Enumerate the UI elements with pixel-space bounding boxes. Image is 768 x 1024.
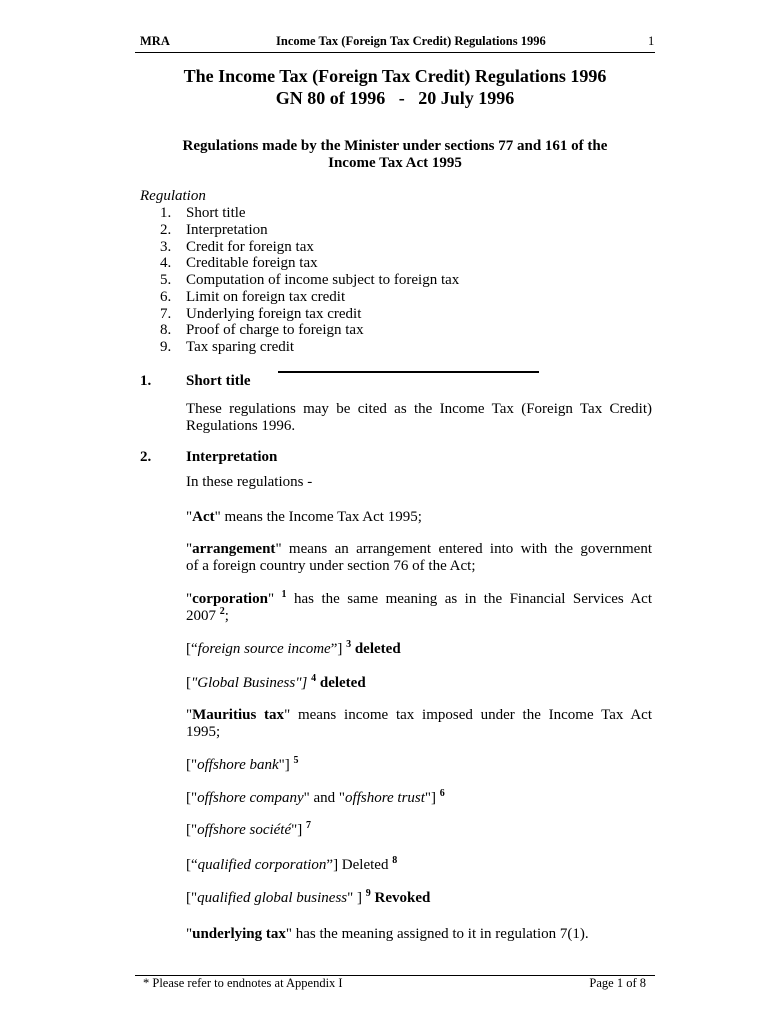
endnote-marker: 1 [281,589,287,600]
defined-term: corporation [192,591,268,607]
definition-text: ; [224,608,229,624]
open-bracket: [" [186,822,198,838]
definition-offshore-company-trust [186,790,445,808]
definition-text: " has the meaning assigned to it in regulation 7(1). [285,926,589,942]
open-quote: " [186,591,193,607]
open-quote: " [186,926,193,942]
definition-mauritius-tax-line-1 [186,707,652,724]
open-quote: " [186,707,193,723]
defined-term: qualified global business [197,890,348,906]
enabling-statement-line-1: Regulations made by the Minister under sections 77 and 161 of the [182,138,608,154]
endnote-marker: 9 [365,888,371,899]
definition-text: " means the Income Tax Act 1995; [214,509,422,525]
defined-term: Act [192,509,215,525]
footer-note: * Please refer to endnotes at Appendix I [143,976,343,990]
open-bracket: [“ [186,857,198,873]
defined-term: offshore société [197,822,292,838]
close-bracket: ”] [330,641,347,657]
defined-term: "Global Business"] [191,675,308,691]
open-bracket: [ [186,675,191,691]
definition-text: " means income tax imposed under the Income Tax Act [284,707,652,723]
contents-item-number: 2. [160,221,172,238]
definition-qualified-global-business [186,890,430,908]
section-1-heading: Short title [186,373,251,389]
contents-item-number: 9. [160,339,172,355]
contents-item [160,222,459,239]
defined-term: arrangement [192,541,276,557]
section-2-intro: In these regulations - [186,474,313,490]
section-2-number: 2. [140,449,152,465]
definition-global-business [186,675,366,693]
definition-text: has the same meaning as in the Financial Services Act [286,591,652,607]
conjunction: " and " [303,790,346,806]
contents-item-label: Short title [186,205,246,221]
contents-item-label: Underlying foreign tax credit [186,305,362,322]
contents-item-number: 7. [160,305,172,322]
header-rule [135,52,655,53]
open-quote: " [186,509,193,525]
defined-term: qualified corporation [197,857,327,873]
definition-offshore-societe [186,822,311,840]
contents-item-number: 8. [160,322,172,339]
contents-item [160,239,459,256]
endnote-marker: 3 [346,639,352,650]
definition-qualified-corporation [186,857,397,875]
open-bracket: [" [186,790,198,806]
contents-item-number: 6. [160,288,172,305]
defined-term: underlying tax [192,926,286,942]
contents-divider [278,371,539,373]
contents-item [160,272,459,289]
section-1-text-line-2: Regulations 1996. [186,418,296,434]
open-quote: " [186,541,193,557]
definition-arrangement-line-1 [186,541,652,558]
open-bracket: [“ [186,641,198,657]
contents-item-number: 5. [160,272,172,288]
endnote-marker: 5 [293,755,299,766]
header-document-title: Income Tax (Foreign Tax Credit) Regulations 1996 [276,34,546,48]
status-label: deleted [351,641,401,657]
definition-text: 2007 [186,608,220,624]
definition-act [186,509,422,526]
defined-term: Mauritius tax [192,707,285,723]
definition-mauritius-tax-line-2: 1995; [186,724,221,740]
definition-corporation-line-1 [186,591,652,609]
document-title: The Income Tax (Foreign Tax Credit) Regulations 1996 [183,66,607,86]
definition-foreign-source-income [186,641,401,659]
section-2-heading: Interpretation [186,449,278,465]
section-1-number: 1. [140,373,152,389]
definition-text: " means an arrangement entered into with the government [275,541,652,557]
endnote-marker: 2 [219,606,225,617]
contents-item-number: 1. [160,205,172,221]
section-1-text-line-1: These regulations may be cited as the Income Tax (Foreign Tax Credit) [186,401,652,417]
definition-underlying-tax [186,926,589,943]
status-label: deleted [316,675,366,691]
gazette-notice: GN 80 of 1996 - 20 July 1996 [275,88,515,108]
contents-item [160,205,459,222]
endnote-marker: 6 [439,788,445,799]
close-bracket: "] [424,790,440,806]
header-publisher: MRA [140,34,170,48]
definition-offshore-bank [186,757,299,775]
endnote-marker: 8 [392,855,398,866]
contents-item-label: Proof of charge to foreign tax [186,322,364,339]
contents-item-label: Tax sparing credit [186,339,295,355]
contents-item [160,306,459,323]
contents-item-number: 4. [160,255,172,272]
contents-item-label: Limit on foreign tax credit [186,288,346,305]
defined-term: foreign source income [197,641,331,657]
contents-heading: Regulation [140,188,206,204]
contents-list [160,205,459,356]
defined-term: offshore trust [345,790,425,806]
close-bracket: "] [278,757,294,773]
status-label: Revoked [370,890,431,906]
defined-term: offshore bank [197,757,279,773]
endnote-marker: 7 [306,820,312,831]
status-label: ”] Deleted [326,857,393,873]
enabling-statement-line-2: Income Tax Act 1995 [328,155,462,171]
close-bracket: "] [291,822,307,838]
footer-page-indicator: Page 1 of 8 [589,976,646,990]
open-bracket: [" [186,890,198,906]
defined-term: offshore company [197,790,304,806]
contents-item-number: 3. [160,238,172,255]
open-bracket: [" [186,757,198,773]
header-page-number: 1 [648,34,655,48]
definition-corporation-line-2 [186,608,229,626]
endnote-marker: 4 [311,673,317,684]
definition-arrangement-line-2: of a foreign country under section 76 of the Act; [186,558,476,574]
contents-item-label: Computation of income subject to foreign tax [186,272,460,288]
contents-item [160,339,459,356]
contents-item-label: Credit for foreign tax [186,238,314,255]
close-bracket: " ] [347,890,366,906]
contents-item-label: Interpretation [186,221,268,238]
contents-item [160,289,459,306]
close-quote: " [267,591,282,607]
contents-item-label: Creditable foreign tax [186,255,318,272]
contents-item [160,322,459,339]
contents-item [160,255,459,272]
